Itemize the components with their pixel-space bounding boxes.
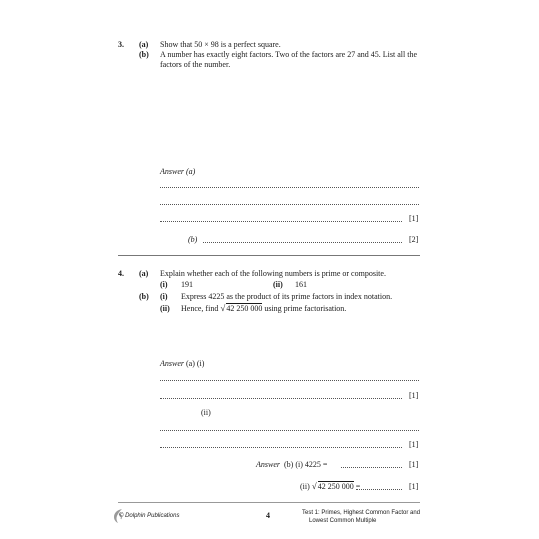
q3-a-text: Show that 50 × 98 is a perfect square.	[160, 40, 281, 49]
q4-a-i-value: 191	[181, 280, 193, 289]
footer-test-title	[302, 510, 422, 525]
footer-publisher: © Dolphin Publications	[119, 513, 180, 519]
q4-b-label: (b)	[139, 292, 149, 301]
q4-answer-b-ii-radicand: 42 250 000	[317, 482, 354, 491]
q4-a-ii-line-1	[160, 430, 419, 431]
q3-b-text-line1: A number has exactly eight factors. Two of the factors are 27 and 45. List all the	[160, 50, 417, 59]
q3-mark-a: [1]	[409, 214, 419, 223]
q4-b-i-text: Express 4225 as the product of its prime factors in index notation.	[181, 292, 393, 301]
footer-test-title-line1: Test 1: Primes, Highest Common Factor and	[302, 510, 421, 516]
q4-mark-a-i: [1]	[409, 391, 419, 400]
q3-answer-line-1	[160, 187, 419, 188]
q4-answer-a-i: (a) (i)	[186, 359, 205, 368]
answer-sqrt-symbol: √ 42 250 000	[311, 481, 354, 491]
q4-mark-b-ii: [1]	[409, 482, 419, 491]
footer-page-number: 4	[266, 511, 270, 520]
q3-b-text-line2: factors of the number.	[160, 60, 231, 69]
q4-a-i-line-1	[160, 380, 419, 381]
q4-answer-b-label: (b) (i)	[284, 460, 303, 469]
q3-answer-b: (b)	[188, 235, 198, 244]
q4-a-ii-label: (ii)	[273, 280, 283, 289]
footer-test-title-line2: Lowest Common Multiple	[309, 517, 377, 524]
q4-answer-b-ii-eq: =	[355, 482, 361, 491]
q4-b-ii-radicand: 42 250 000	[226, 304, 263, 313]
q3-answer-word: Answer	[160, 167, 184, 176]
q4-b-ii-label: (ii)	[160, 304, 170, 313]
q4-a-i-line-2	[160, 398, 402, 399]
q4-answer-word: Answer	[160, 359, 184, 368]
q3-a-label: (a)	[139, 40, 149, 49]
q4-a-ii-value: 161	[295, 280, 307, 289]
q4-answer-a-ii: (ii)	[201, 408, 211, 417]
q3-answer-a-label	[160, 168, 195, 176]
q4-b-i-label: (i)	[160, 292, 168, 301]
q4-b-ii-text	[181, 305, 346, 313]
q4-answer-a-i-label	[160, 360, 204, 368]
q4-a-text: Explain whether each of the following numbers is prime or composite.	[160, 269, 386, 278]
q4-answer-b-i-expr: 4225 =	[304, 460, 328, 469]
q4-a-label: (a)	[139, 269, 149, 278]
q3-b-label: (b)	[139, 50, 149, 59]
q3-mark-b: [2]	[409, 235, 419, 244]
q4-number: 4.	[118, 269, 124, 278]
q4-answer-b-ii	[300, 483, 360, 491]
q4-b-ii-prefix: Hence, find	[181, 304, 219, 313]
q4-b-ii-suffix: using prime factorisation.	[264, 304, 347, 313]
q4-mark-b-i: [1]	[409, 460, 419, 469]
q3-answer-b-line	[203, 242, 402, 243]
q4-mark-a-ii: [1]	[409, 440, 419, 449]
q3-number: 3.	[118, 40, 124, 49]
q3-answer-line-3	[160, 221, 402, 222]
q4-b-ii-line	[356, 489, 402, 490]
question-divider	[118, 255, 420, 256]
footer-rule	[118, 502, 420, 503]
q3-answer-a: (a)	[186, 167, 196, 176]
q4-b-i-line	[341, 467, 402, 468]
q4-a-ii-line-2	[160, 447, 402, 448]
q3-answer-line-2	[160, 204, 419, 205]
q4-answer-b-ii-label: (ii)	[300, 482, 310, 491]
q4-answer-b-i	[256, 461, 327, 469]
q4-a-i-label: (i)	[160, 280, 168, 289]
sqrt-symbol: √ 42 250 000	[220, 303, 263, 313]
q4-answer-word-b: Answer	[256, 460, 280, 469]
